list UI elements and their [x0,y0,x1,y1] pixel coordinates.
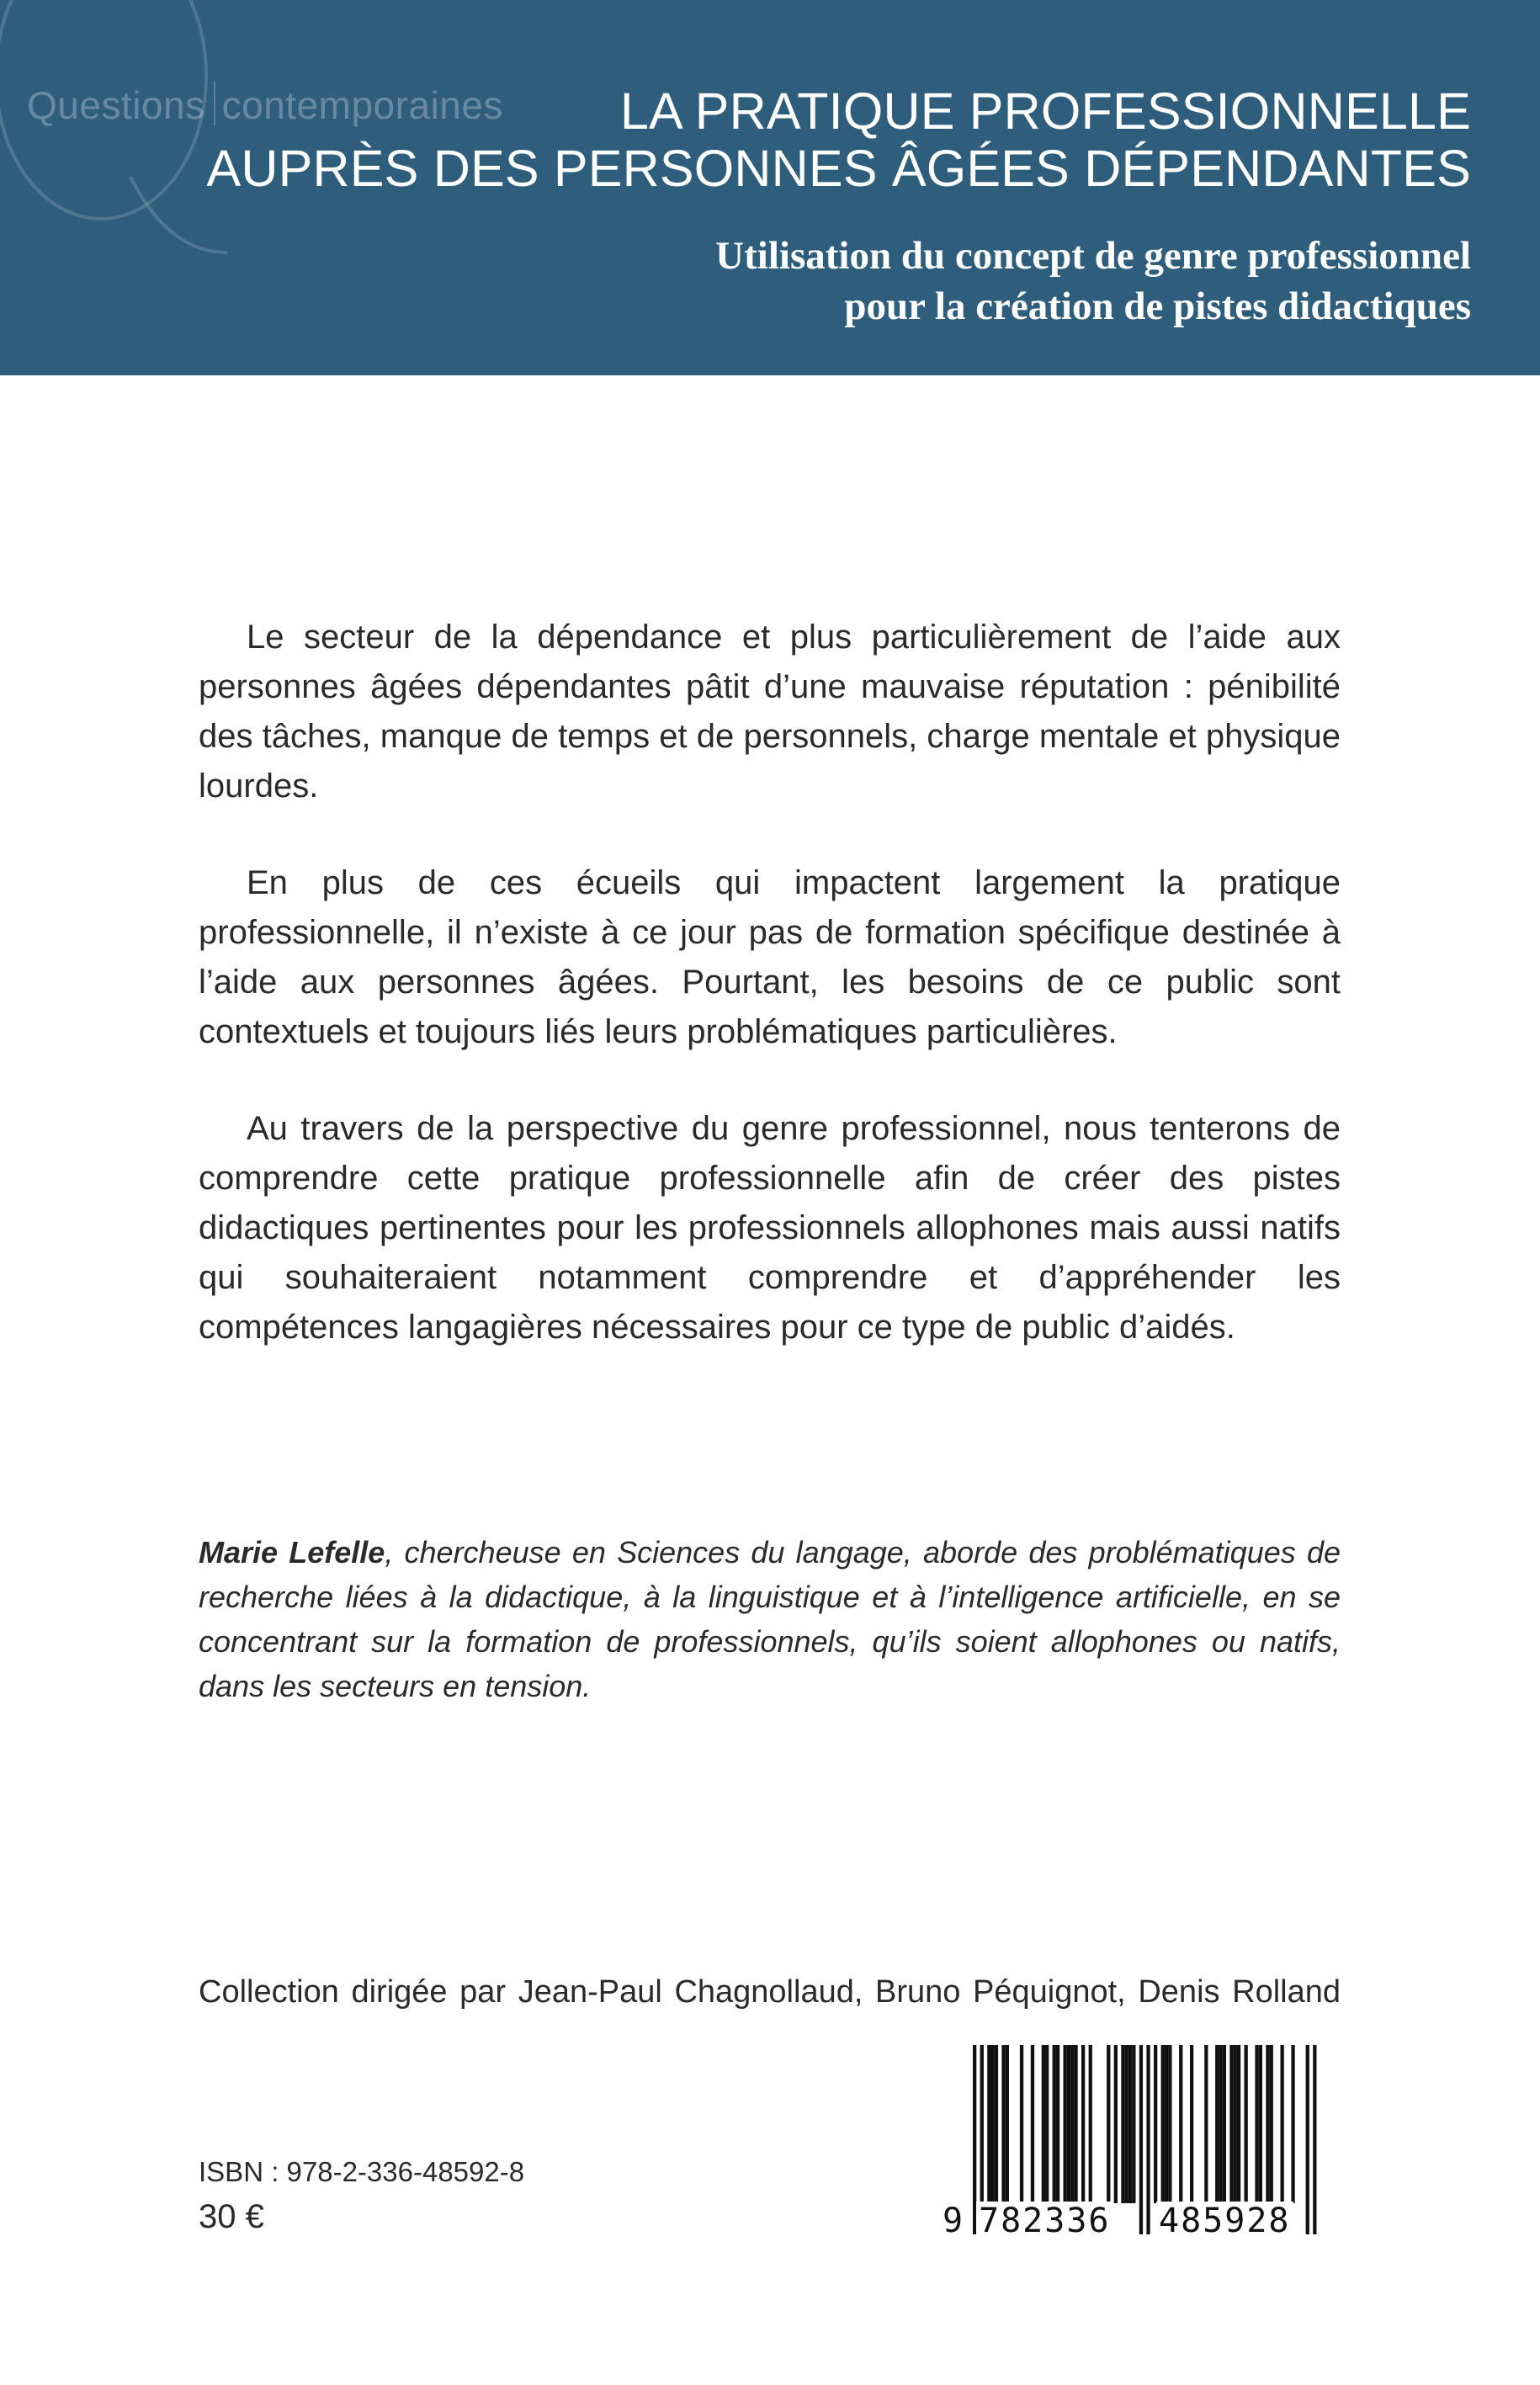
collection-directors: Collection dirigée par Jean-Paul Chagnollaud, Bruno Péquignot, Denis Rolland [199,1974,1341,2010]
author-name: Marie Lefelle [199,1535,385,1570]
barcode-bar [1128,2045,1132,2203]
book-subtitle-line-1: Utilisation du concept de genre professionnel [715,234,1471,278]
barcode-bar [1215,2045,1219,2203]
barcode-bar [1223,2045,1226,2203]
barcode-bar [1237,2045,1240,2203]
barcode-bar [1281,2045,1284,2203]
barcode-bar [1042,2045,1045,2203]
barcode-bar [1219,2045,1222,2203]
barcode-bar [1067,2045,1070,2203]
book-subtitle [715,231,1471,332]
cover-header [0,0,1540,375]
isbn-number: ISBN : 978-2-336-48592-8 [199,2156,525,2187]
book-title-line-1: LA PRATIQUE PROFESSIONNELLE [619,82,1471,140]
barcode-bar [1081,2045,1085,2203]
blurb-paragraph: Au travers de la perspective du genre professionnel, nous tenterons de comprendre cette pratique professionnelle afin de créer des pistes didactiques pertinentes pour les professionnels allophones mais aussi natifs qui souhaiteraient notamment comprendre et d’appréhender les compétences langagières nécessaires pour ce type de public d’aidés. [199,1110,1341,1346]
barcode-bar [1161,2045,1165,2203]
barcode-bar [1107,2045,1110,2203]
barcode-bar [1204,2045,1208,2203]
barcode-bar [1132,2045,1135,2203]
barcode-bar [991,2045,995,2203]
author-bio [199,1530,1341,1708]
barcode-first-digit: 9 [943,2202,965,2240]
barcode-bar [1001,2045,1005,2203]
barcode-bar [1045,2045,1049,2203]
barcode-bar [1234,2045,1237,2203]
barcode-bar [1114,2045,1118,2203]
blurb-paragraph: En plus de ces écueils qui impactent largement la pratique professionnelle, il n’existe à ce jour pas de formation spécifique destinée à l’aide aux personnes âgées. Pourtant, les besoins de ce public sont contextuels et toujours liés leurs problématiques particulières. [199,864,1341,1050]
barcode-bar [995,2045,998,2203]
barcode-bar [1266,2045,1269,2203]
barcode-bar [1179,2045,1182,2203]
barcode-bar [1020,2045,1023,2203]
barcode-bar [1165,2045,1168,2203]
barcode-bar [1270,2045,1273,2203]
barcode-bar [1125,2045,1128,2203]
series-part-2: contemporaines [221,83,503,127]
barcode-bar [1306,2045,1309,2234]
barcode-digit-group-2: 485928 [1156,2202,1293,2240]
barcode-bar [987,2045,990,2203]
barcode-bar [1190,2045,1193,2203]
barcode-bar [1255,2045,1258,2203]
author-bio-text: , chercheuse en Sciences du langage, aborde des problématiques de recherche liées à la didactique, à la linguistique et à l’intelligence artificielle, en se concentrant sur la formation de professionnels, qu’ils soient allophones ou natifs, dans les secteurs en tension. [199,1535,1341,1703]
barcode-bar [1053,2045,1056,2203]
book-title [207,82,1472,197]
barcode-bar [1070,2045,1074,2203]
barcode-bar [1064,2045,1067,2203]
barcode-bar [1229,2045,1233,2203]
barcode-bar [1154,2045,1157,2203]
barcode-bar [1313,2045,1316,2234]
book-subtitle-line-2: pour la création de pistes didactiques [844,284,1471,328]
barcode-bar [1168,2045,1171,2203]
blurb-paragraph: Le secteur de la dépendance et plus particulièrement de l’aide aux personnes âgées dépendantes pâtit d’une mauvaise réputation : pénibilité des tâches, manque de temps et de personnels, charge mentale et physique lourdes. [199,619,1341,805]
barcode-bar [1139,2045,1143,2234]
book-title-line-2: AUPRÈS DES PERSONNES ÂGÉES DÉPENDANTES [206,140,1471,197]
barcode-bar [1056,2045,1059,2203]
barcode-bar [1089,2045,1092,2203]
barcode-bar [1006,2045,1009,2203]
barcode-bar [1291,2045,1294,2203]
blurb [199,613,1341,1400]
q-logo-icon [0,0,227,261]
barcode-digit-group-1: 782336 [976,2202,1113,2240]
price: 30 € [199,2198,264,2235]
series-part-1: Questions [27,83,205,127]
barcode-bar [1259,2045,1262,2203]
barcode-bar [1121,2045,1124,2203]
barcode-bar [1146,2045,1150,2234]
barcode-bar [1245,2045,1248,2203]
barcode-bar [1074,2045,1077,2203]
barcode-bar [1031,2045,1034,2203]
